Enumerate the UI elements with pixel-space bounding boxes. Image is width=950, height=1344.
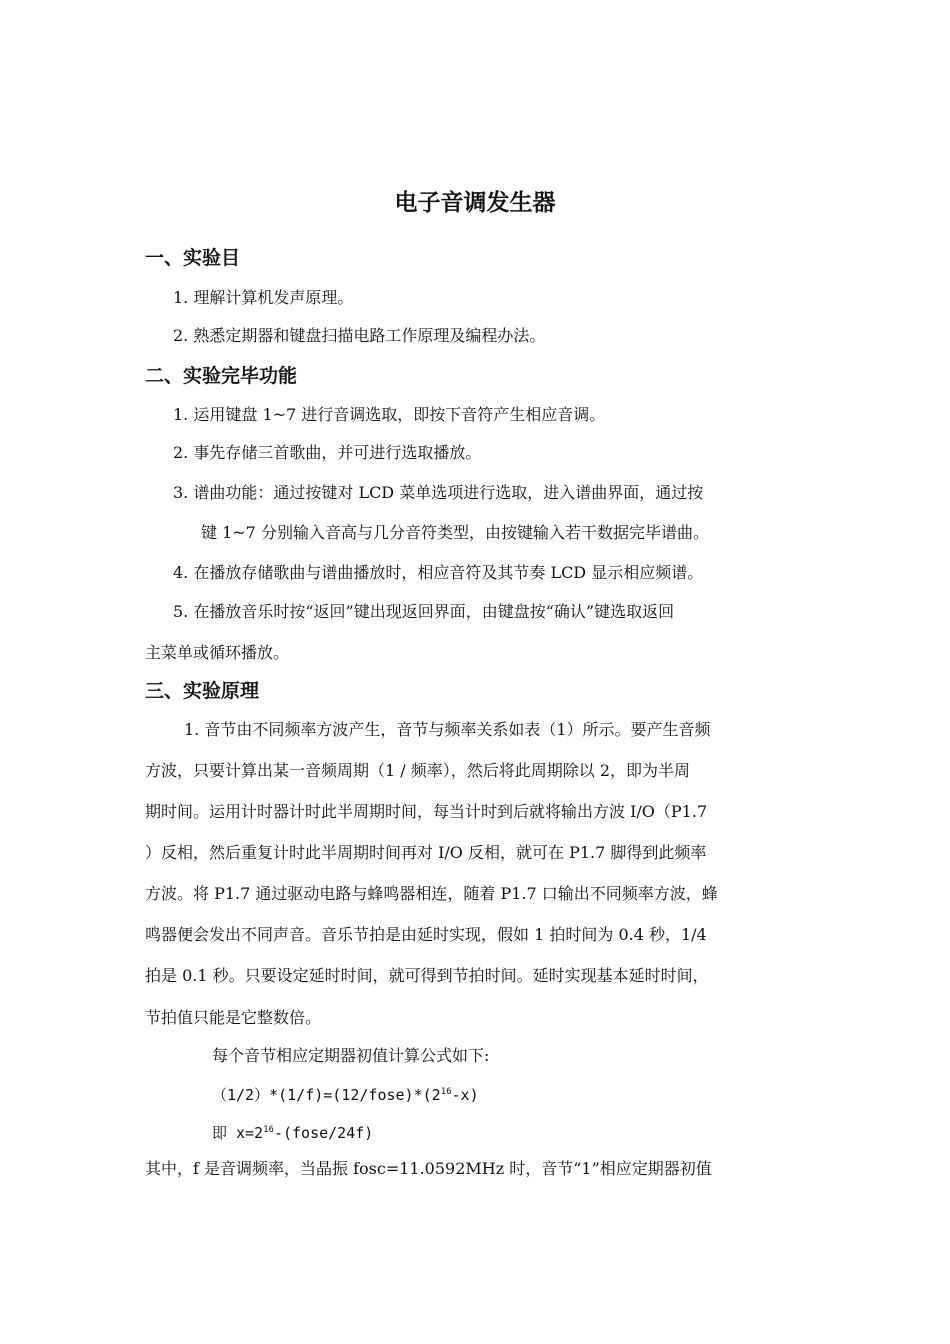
list-item: 5. 在播放音乐时按“返回”键出现返回界面，由键盘按“确认”键选取返回 — [173, 602, 675, 621]
section-heading-3: 三、实验原理 — [145, 680, 260, 702]
paragraph-line: 方波，只要计算出某一音频周期（1 / 频率），然后将此周期除以 2，即为半周 — [145, 761, 691, 780]
list-item-continuation: 键 1~7 分别输入音高与几分音符类型，由按键输入若干数据完毕谱曲。 — [201, 523, 709, 542]
formula-2 — [212, 1121, 373, 1145]
list-item: 1. 运用键盘 1~7 进行音调选取，即按下音符产生相应音调。 — [173, 405, 606, 424]
list-item: 3. 谱曲功能：通过按键对 LCD 菜单选项进行选取，进入谱曲界面，通过按 — [173, 483, 704, 502]
list-item: 2. 事先存储三首歌曲，并可进行选取播放。 — [173, 443, 482, 462]
formula-1-part-b: -x) — [451, 1086, 479, 1104]
paragraph-line: 1. 音节由不同频率方波产生，音节与频率关系如表（1）所示。要产生音频 — [184, 720, 711, 739]
list-item: 1. 理解计算机发声原理。 — [173, 288, 354, 307]
formula-intro: 每个音节相应定期器初值计算公式如下: — [212, 1046, 490, 1065]
formula-2-part-a: 即 x=2 — [212, 1124, 264, 1142]
formula-2-part-b: -(fose/24f) — [273, 1124, 374, 1142]
paragraph-line: 其中，f 是音调频率，当晶振 fosc=11.0592MHz 时，音节“1”相应定期器初值 — [145, 1159, 712, 1178]
formula-2-exponent: 16 — [263, 1125, 274, 1135]
section-heading-2: 二、实验完毕功能 — [145, 365, 298, 387]
list-item: 2. 熟悉定期器和键盘扫描电路工作原理及编程办法。 — [173, 326, 546, 345]
paragraph-line: ）反相，然后重复计时此半周期时间再对 I/O 反相，就可在 P1.7 脚得到此频率 — [145, 843, 707, 862]
paragraph-line: 节拍值只能是它整数倍。 — [145, 1008, 322, 1027]
section-heading-1: 一、实验目 — [145, 247, 241, 269]
list-item-continuation: 主菜单或循环播放。 — [145, 643, 290, 662]
paragraph-line: 期时间。运用计时器计时此半周期时间，每当计时到后就将输出方波 I/O（P1.7 — [145, 802, 708, 821]
paragraph-line: 鸣器便会发出不同声音。音乐节拍是由延时实现，假如 1 拍时间为 0.4 秒，1/4 — [145, 925, 707, 944]
formula-1-exponent: 16 — [440, 1087, 452, 1097]
document-title: 电子音调发生器 — [394, 190, 556, 216]
paragraph-line: 拍是 0.1 秒。只要设定延时时间，就可得到节拍时间。延时实现基本延时时间， — [145, 966, 709, 985]
formula-1-part-a: （1/2）*(1/f)=(12/fose)*(2 — [212, 1086, 441, 1104]
formula-1 — [212, 1083, 479, 1107]
paragraph-line: 方波。将 P1.7 通过驱动电路与蜂鸣器相连，随着 P1.7 口输出不同频率方波，蜂 — [145, 884, 718, 903]
list-item: 4. 在播放存储歌曲与谱曲播放时，相应音符及其节奏 LCD 显示相应频谱。 — [173, 563, 704, 582]
